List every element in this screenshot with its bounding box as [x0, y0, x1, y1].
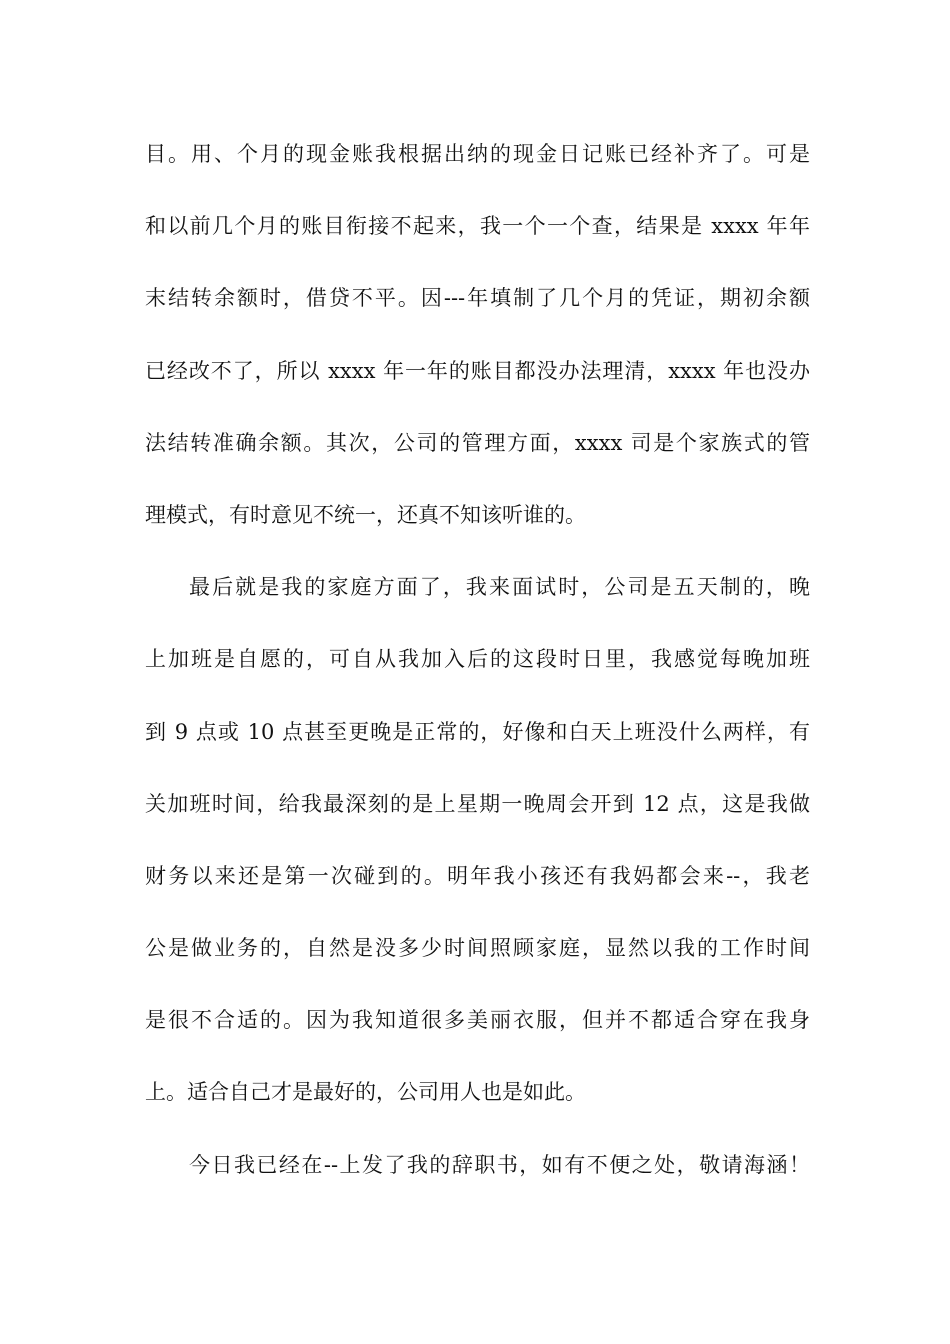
document-body [145, 136, 810, 1219]
text-line: 是很不合适的。因为我知道很多美丽衣服，但并不都适合穿在我身 [145, 1008, 810, 1033]
text-line: 上加班是自愿的，可自从我加入后的这段时日里，我感觉每晚加班 [145, 647, 810, 672]
text-line: 最后就是我的家庭方面了，我来面试时，公司是五天制的，晚 [189, 575, 810, 600]
text-line: 关加班时间，给我最深刻的是上星期一晚周会开到 12 点，这是我做 [145, 791, 810, 816]
text-line: 法结转准确余额。其次，公司的管理方面，xxxx 司是个家族式的管 [145, 430, 810, 455]
text-line: 到 9 点或 10 点甚至更晚是正常的，好像和白天上班没什么两样，有 [145, 719, 810, 744]
text-line: 财务以来还是第一次碰到的。明年我小孩还有我妈都会来--，我老 [145, 863, 810, 888]
text-line: 上。适合自己才是最好的，公司用人也是如此。 [145, 1080, 586, 1105]
text-line: 和以前几个月的账目衔接不起来，我一个一个查，结果是 xxxx 年年 [145, 214, 810, 239]
text-line: 末结转余额时，借贷不平。因---年填制了几个月的凭证，期初余额 [145, 286, 810, 311]
text-line: 目。用、个月的现金账我根据出纳的现金日记账已经补齐了。可是 [145, 142, 810, 166]
text-line: 理模式，有时意见不统一，还真不知该听谁的。 [145, 502, 586, 527]
text-line: 今日我已经在--上发了我的辞职书，如有不便之处，敬请海涵！ [189, 1152, 810, 1177]
text-line: 已经改不了，所以 xxxx 年一年的账目都没办法理清，xxxx 年也没办 [145, 358, 810, 383]
text-line: 公是做业务的，自然是没多少时间照顾家庭，显然以我的工作时间 [145, 936, 810, 961]
